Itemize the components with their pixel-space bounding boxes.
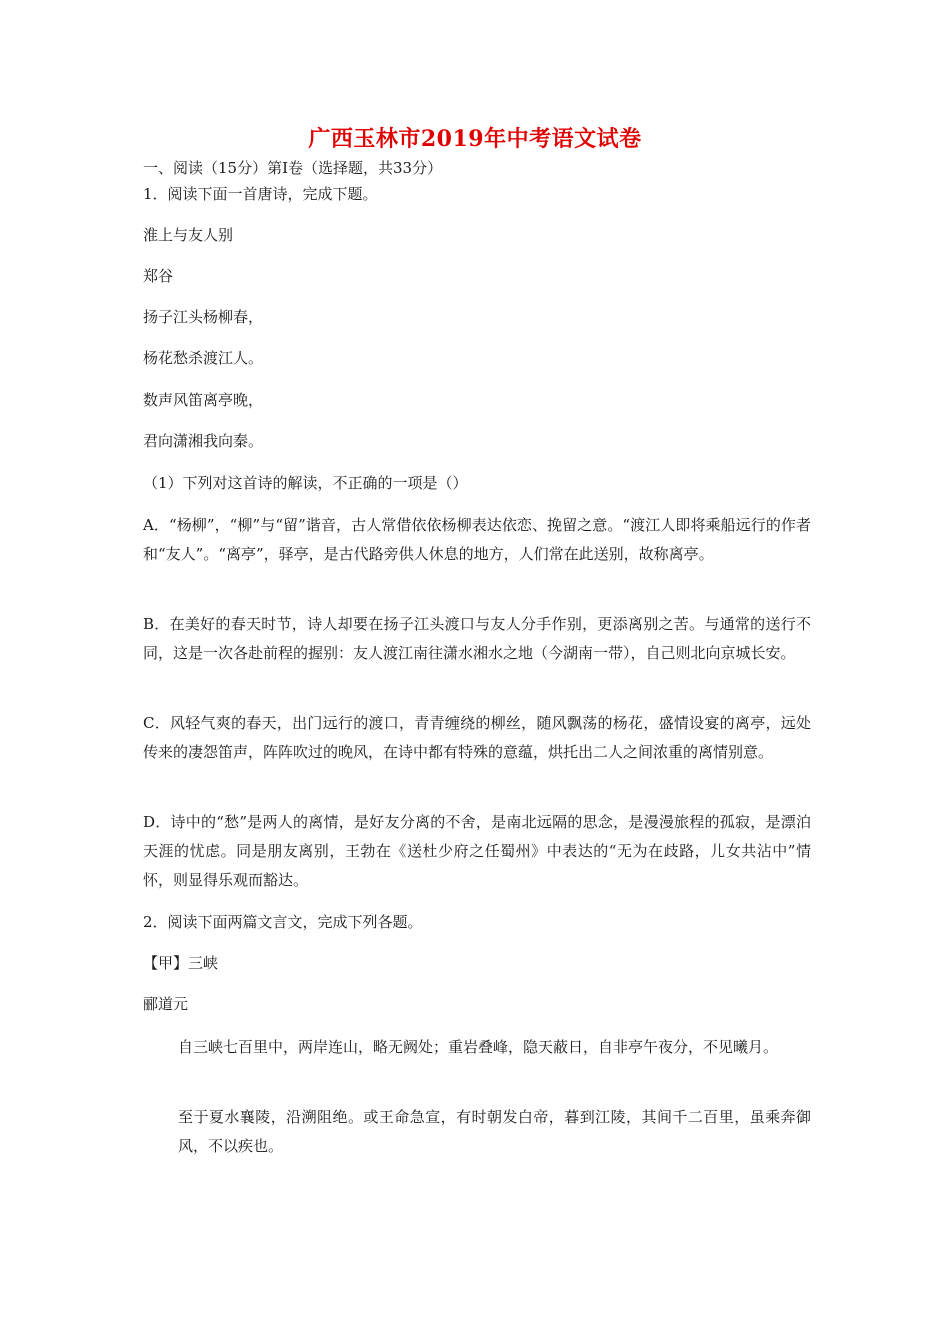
option-b: B．在美好的春天时节，诗人却要在扬子江头渡口与友人分手作别，更添离别之苦。与通常的送行不同，这是一次各赴前程的握别：友人渡江南往潇水湘水之地（今湖南一带），自己则北向京城长安。 <box>143 615 811 662</box>
poem-line: 君向潇湘我向秦。 <box>143 432 264 450</box>
passage-paragraph: 自三峡七百里中，两岸连山，略无阙处；重岩叠峰，隐天蔽日，自非亭午夜分，不见曦月。 <box>178 1038 779 1056</box>
sub-question: （1）下列对这首诗的解读，不正确的一项是（） <box>143 474 468 492</box>
option-c: C．风轻气爽的春天，出门远行的渡口，青青缠绕的柳丝，随风飘荡的杨花，盛情设宴的离亭，远处传来的凄怨笛声，阵阵吹过的晚风，在诗中都有特殊的意蕴，烘托出二人之间浓重的离情别意。 <box>143 714 811 761</box>
poem-line: 数声风笛离亭晚， <box>143 391 264 409</box>
passage-paragraph: 至于夏水襄陵，沿溯阻绝。或王命急宣，有时朝发白帝，暮到江陵，其间千二百里，虽乘奔御风，不以疾也。 <box>178 1108 811 1155</box>
poem-title: 淮上与友人别 <box>143 226 234 244</box>
passage-label: 【甲】三峡 <box>143 954 219 972</box>
option-a: A．“杨柳”，“柳”与“留”谐音，古人常借依依杨柳表达依恋、挽留之意。“渡江人即将乘船远行的作者和“友人”。“离亭”，驿亭，是古代路旁供人休息的地方，人们常在此送别，故称离亭。 <box>143 516 811 563</box>
question-2-prompt: 2．阅读下面两篇文言文，完成下列各题。 <box>143 913 423 931</box>
page-title: 广西玉林市2019年中考语文试卷 <box>308 126 642 152</box>
poem-author: 郑谷 <box>143 267 174 285</box>
option-d: D．诗中的“愁”是两人的离情，是好友分离的不舍，是南北远隔的思念，是漫漫旅程的孤寂，是漂泊天涯的忧虑。同是朋友离别，王勃在《送杜少府之任蜀州》中表达的“无为在歧路，儿女共沾中”情怀，则显得乐观而豁达。 <box>143 813 811 889</box>
section-header: 一、阅读（15分）第Ⅰ卷（选择题，共33分） <box>143 159 443 177</box>
poem-line: 扬子江头杨柳春， <box>143 308 264 326</box>
question-1-prompt: 1．阅读下面一首唐诗，完成下题。 <box>143 185 378 203</box>
poem-line: 杨花愁杀渡江人。 <box>143 349 264 367</box>
passage-author: 郦道元 <box>143 995 189 1013</box>
